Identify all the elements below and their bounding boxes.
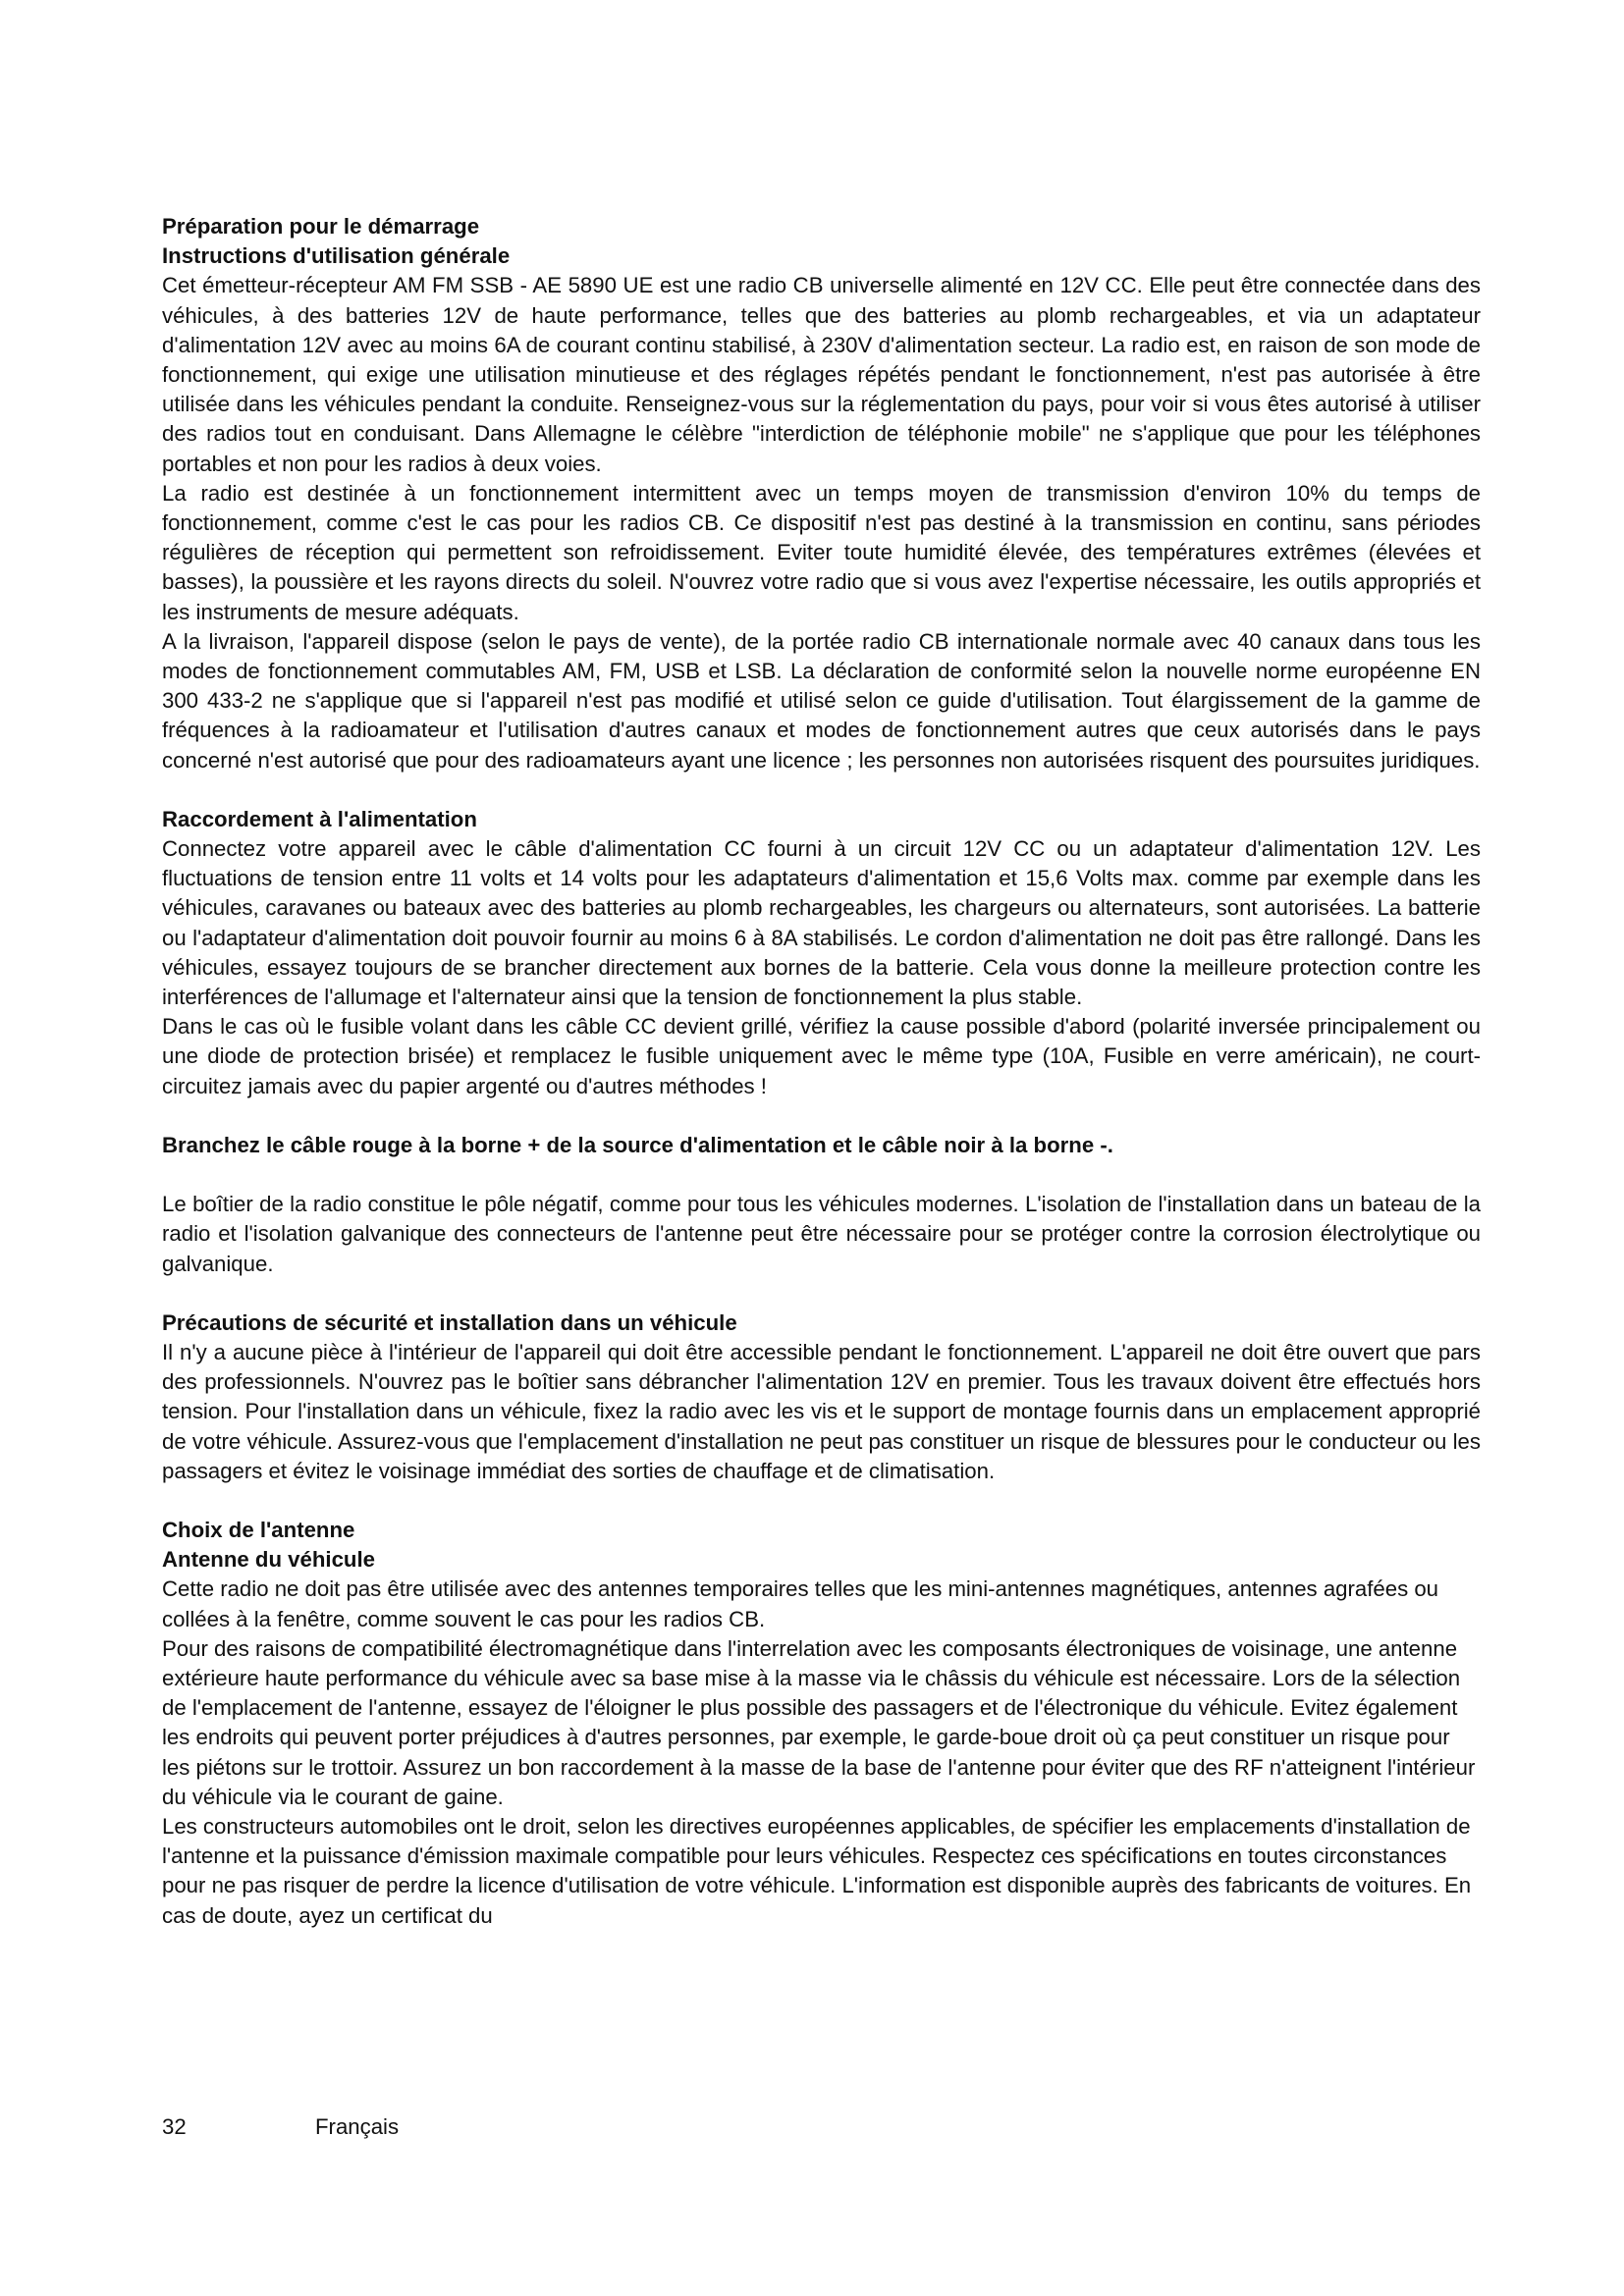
section-title: Précautions de sécurité et installation dans un véhicule [162,1309,737,1335]
paragraph: A la livraison, l'appareil dispose (selon le pays de vente), de la portée radio CB internationale normale avec 40 canaux dans tous les modes de fonctionnement commutables AM, FM, USB et LSB. La déclaration de conformité selon la nouvelle norme européenne EN 300 433-2 ne s'applique que si l'appareil n'est pas modifié et utilisé selon ce guide d'utilisation. Tout élargissement de la gamme de fréquences à la radioamateur et l'utilisation d'autres canaux et modes de fonctionnement autres que ceux autorisés dans le pays concerné n'est autorisé que pour des radioamateurs ayant une licence ; les personnes non autorisées risquent des poursuites juridiques. [162,628,1481,773]
paragraph: Les constructeurs automobiles ont le droit, selon les directives européennes applicables, de spécifier les emplacements d'installation de l'antenne et la puissance d'émission maximale compatible pour leurs véhicules. Respectez ces spécifications en toutes circonstances pour ne pas risquer de perdre la licence d'utilisation de votre véhicule. L'information est disponible auprès des fabricants de voitures. En cas de doute, ayez un certificat du [162,1813,1472,1928]
section-subtitle: Antenne du véhicule [162,1547,375,1573]
spacer [162,775,1481,805]
section-title: Raccordement à l'alimentation [162,806,477,831]
section-power-connection [162,805,1481,1279]
section-preparation [162,212,1481,775]
spacer [162,1486,1481,1516]
spacer [162,1101,1481,1131]
paragraph: Il n'y a aucune pièce à l'intérieur de l'appareil qui doit être accessible pendant le fonctionnement. L'appareil ne doit être ouvert que pars des professionnels. N'ouvrez pas le boîtier sans débrancher l'alimentation 12V en premier. Tous les travaux doivent être effectués hors tension. Pour l'installation dans un véhicule, fixez la radio avec les vis et le support de montage fournis dans un emplacement approprié de votre véhicule. Assurez-vous que l'emplacement d'installation ne peut pas constituer un risque de blessures pour le conducteur ou les passagers et évitez le voisinage immédiat des sorties de chauffage et de climatisation. [162,1339,1481,1483]
page-number: 32 [162,2114,187,2139]
section-safety [162,1308,1481,1486]
page-footer [162,2112,400,2142]
document-page [162,212,1481,1931]
paragraph: Cet émetteur-récepteur AM FM SSB - AE 5890 UE est une radio CB universelle alimenté en 12V CC. Elle peut être connectée dans des véhicules, à des batteries 12V de haute performance, telles que des batteries au plomb rechargeables, et via un adaptateur d'alimentation 12V avec au moins 6A de courant continu stabilisé, à 230V d'alimentation secteur. La radio est, en raison de son mode de fonctionnement, qui exige une utilisation minutieuse et des réglages répétés pendant le fonctionnement, n'est pas autorisée à être utilisée dans les véhicules pendant la conduite. Renseignez-vous sur la réglementation du pays, pour voir si vous êtes autorisé à utiliser des radios tout en conduisant. Dans Allemagne le célèbre "interdiction de téléphonie mobile" ne s'applique que pour les téléphones portables et non pour les radios à deux voies. [162,273,1481,476]
wiring-instruction: Branchez le câble rouge à la borne + de la source d'alimentation et le câble noir à la borne -. [162,1132,1113,1157]
section-title: Préparation pour le démarrage [162,214,480,239]
section-antenna [162,1516,1481,1931]
paragraph: Dans le cas où le fusible volant dans les câble CC devient grillé, vérifiez la cause possible d'abord (polarité inversée principalement ou une diode de protection brisée) et remplacez le fusible uniquement avec le même type (10A, Fusible en verre américain), ne court-circuitez jamais avec du papier argenté ou d'autres méthodes ! [162,1014,1481,1098]
paragraph: Pour des raisons de compatibilité électromagnétique dans l'interrelation avec les composants électroniques de voisinage, une antenne extérieure haute performance du véhicule avec sa base mise à la masse via le châssis du véhicule est nécessaire. Lors de la sélection de l'emplacement de l'antenne, essayez de l'éloigner le plus possible des passagers et de l'électronique du véhicule. Evitez également les endroits qui peuvent porter préjudices à d'autres personnes, par exemple, le garde-boue droit où ça peut constituer un risque pour les piétons sur le trottoir. Assurez un bon raccordement à la masse de la base de l'antenne pour éviter que des RF n'atteignent l'intérieur du véhicule via le courant de gaine. [162,1635,1476,1809]
spacer [162,1160,1481,1190]
spacer [162,1279,1481,1308]
section-subtitle: Instructions d'utilisation générale [162,243,511,269]
footer-language: Français [315,2114,400,2139]
section-title: Choix de l'antenne [162,1517,355,1542]
paragraph: Le boîtier de la radio constitue le pôle négatif, comme pour tous les véhicules modernes. L'isolation de l'installation dans un bateau de la radio et l'isolation galvanique des connecteurs de l'antenne peut être nécessaire pour se protéger contre la corrosion électrolytique ou galvanique. [162,1192,1481,1276]
paragraph: La radio est destinée à un fonctionnement intermittent avec un temps moyen de transmission d'environ 10% du temps de fonctionnement, comme c'est le cas pour les radios CB. Ce dispositif n'est pas destiné à la transmission en continu, sans périodes régulières de réception qui permettent son refroidissement. Eviter toute humidité élevée, des températures extrêmes (élevées et basses), la poussière et les rayons directs du soleil. N'ouvrez votre radio que si vous avez l'expertise nécessaire, les outils appropriés et les instruments de mesure adéquats. [162,480,1481,624]
paragraph: Cette radio ne doit pas être utilisée avec des antennes temporaires telles que les mini-antennes magnétiques, antennes agrafées ou collées à la fenêtre, comme souvent le cas pour les radios CB. [162,1576,1439,1631]
paragraph: Connectez votre appareil avec le câble d'alimentation CC fourni à un circuit 12V CC ou un adaptateur d'alimentation 12V. Les fluctuations de tension entre 11 volts et 14 volts pour les adaptateurs d'alimentation et 15,6 Volts max. comme par exemple dans les véhicules, caravanes ou bateaux avec des batteries au plomb rechargeables, les chargeurs ou alternateurs, sont autorisées. La batterie ou l'adaptateur d'alimentation doit pouvoir fournir au moins 6 à 8A stabilisés. Le cordon d'alimentation ne doit pas être rallongé. Dans les véhicules, essayez toujours de se brancher directement aux bornes de la batterie. Cela vous donne la meilleure protection contre les interférences de l'allumage et l'alternateur ainsi que la tension de fonctionnement la plus stable. [162,836,1481,1010]
